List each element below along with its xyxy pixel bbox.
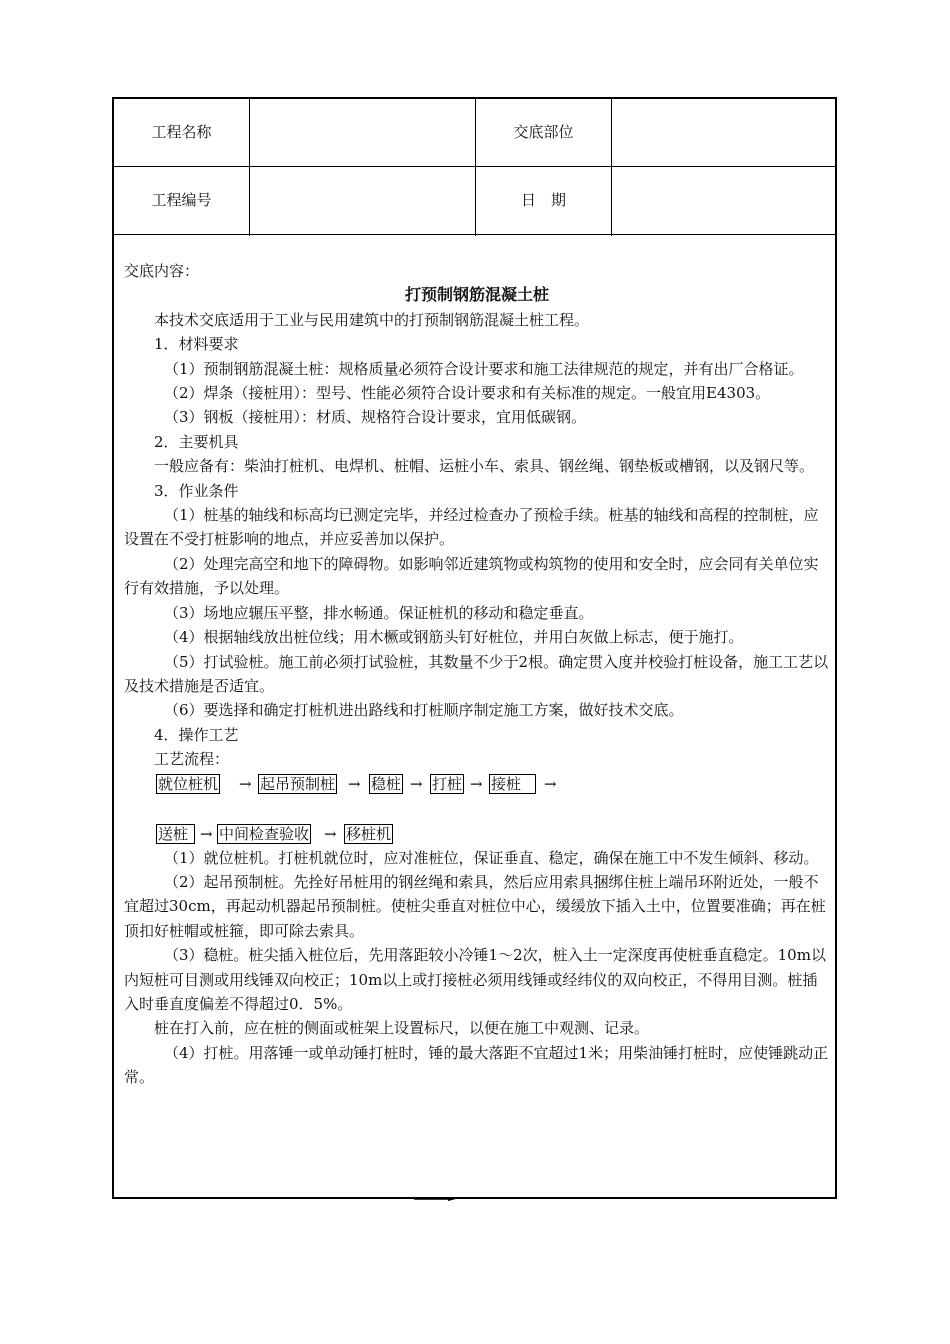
disclosure-content bbox=[124, 259, 830, 1090]
intro-label: 交底内容： bbox=[124, 262, 200, 280]
disclosure-form bbox=[112, 97, 837, 1199]
col-divider bbox=[249, 99, 250, 236]
flow-arrow: → bbox=[324, 824, 337, 843]
flow-arrow: → bbox=[544, 774, 557, 793]
process-flow-row-2 bbox=[124, 822, 830, 846]
flow-arrow: → bbox=[410, 774, 423, 793]
col-divider bbox=[611, 99, 612, 236]
flow-arrow: → bbox=[470, 774, 483, 793]
disclosure-part-label: 交底部位 bbox=[513, 123, 574, 141]
paragraph: 桩在打入前，应在桩的侧面或桩架上设置标尺，以便在施工中观测、记录。 bbox=[154, 1019, 650, 1038]
paragraph: （4）打桩。用落锤一或单动锤打桩时，锤的最大落距不宜超过1米；用柴油锤打桩时，应使锤跳动正常。 bbox=[124, 1043, 829, 1087]
date-label: 日 期 bbox=[520, 191, 566, 209]
flow-step-box: 中间检查验收 bbox=[219, 824, 310, 843]
paragraph: （2）焊条（接桩用）：型号、性能必须符合设计要求和有关标准的规定。一般宜用E4303。 bbox=[164, 384, 771, 403]
paragraph: （1）就位桩机。打桩机就位时，应对准桩位，保证垂直、稳定，确保在施工中不发生倾斜、移动。 bbox=[164, 848, 819, 867]
paragraph: （1）桩基的轴线和标高均已测定完毕，并经过检查办了预检手续。桩基的轴线和高程的控制桩，应设置在不受打桩影响的地点，并应妥善加以保护。 bbox=[124, 506, 819, 549]
paragraph: （2）起吊预制桩。先拴好吊桩用的钢丝绳和索具，然后应用索具捆绑住桩上端吊环附近处，一般不宜超过30cm，再起动机器起吊预制桩。使桩尖垂直对桩位中心，缓缓放下插入土中，位置要准确；再在桩顶扣好桩帽或桩箍，即可除去索具。 bbox=[124, 872, 826, 940]
paragraph: 本技术交底适用于工业与民用建筑中的打预制钢筋混凝土桩工程。 bbox=[154, 310, 590, 329]
paragraph: （5）打试验桩。施工前必须打试验桩，其数量不少于2根。确定贯入度并校验打桩设备，施工工艺以及技术措施是否适宜。 bbox=[124, 652, 829, 695]
flow-step-box: 移桩机 bbox=[346, 824, 392, 843]
flow-arrow: → bbox=[239, 774, 252, 793]
project-name-label: 工程名称 bbox=[151, 123, 212, 141]
flow-step-box: 打桩 bbox=[432, 774, 463, 793]
paragraph: （2）处理完高空和地下的障碍物。如影响邻近建筑物或构筑物的使用和安全时，应会同有关单位实行有效措施，予以处理。 bbox=[124, 554, 819, 598]
spacer bbox=[124, 796, 830, 822]
section-heading: 1．材料要求 bbox=[154, 335, 239, 354]
paragraph: （4）根据轴线放出桩位线；用木橛或钢筋头钉好桩位，并用白灰做上标志，便于施打。 bbox=[164, 628, 744, 647]
col-divider bbox=[475, 99, 476, 236]
flow-step-box: 起吊预制桩 bbox=[260, 774, 336, 793]
paragraph: （1）预制钢筋混凝土桩：规格质量必须符合设计要求和施工法律规范的规定，并有出厂合格证。 bbox=[164, 359, 804, 378]
header-table bbox=[114, 99, 835, 236]
flow-arrow: → bbox=[348, 774, 361, 793]
section-heading: 2．主要机具 bbox=[154, 432, 239, 451]
paragraph: （6）要选择和确定打桩机进出路线和打桩顺序制定施工方案，做好技术交底。 bbox=[164, 701, 684, 720]
paragraph: 一般应备有：柴油打桩机、电焊机、桩帽、运桩小车、索具、钢丝绳、钢垫板或槽钢，以及钢尺等。 bbox=[154, 457, 815, 476]
section-heading: 3．作业条件 bbox=[154, 481, 239, 500]
flow-step-box: 就位桩机 bbox=[158, 774, 219, 793]
flow-step-box: 送桩 bbox=[156, 824, 195, 844]
flow-step-box: 接桩 bbox=[489, 774, 536, 794]
paragraph: （3）场地应辗压平整，排水畅通。保证桩机的移动和稳定垂直。 bbox=[164, 603, 594, 622]
section-heading: 4．操作工艺 bbox=[154, 725, 239, 744]
paragraph: （3）钢板（接桩用）：材质、规格符合设计要求，宜用低碳钢。 bbox=[164, 408, 587, 427]
flow-step-box: 稳桩 bbox=[371, 774, 402, 793]
page-title: 打预制钢筋混凝土桩 bbox=[404, 285, 549, 305]
flow-label: 工艺流程： bbox=[154, 750, 230, 769]
flow-arrow: → bbox=[200, 824, 213, 843]
project-no-label: 工程编号 bbox=[151, 191, 212, 209]
process-flow-row-1 bbox=[124, 772, 830, 796]
paragraph: （3）稳桩。桩尖插入桩位后，先用落距较小冷锤1～2次，桩入土一定深度再使桩垂直稳定。10m以内短桩可目测或用线锤双向校正；10m以上或打接桩必须用线锤或经纬仪的双向校正，不得用目测。桩插入时垂直度偏差不得超过0．5%。 bbox=[124, 946, 826, 1013]
connector-arrow-icon bbox=[414, 1197, 456, 1201]
